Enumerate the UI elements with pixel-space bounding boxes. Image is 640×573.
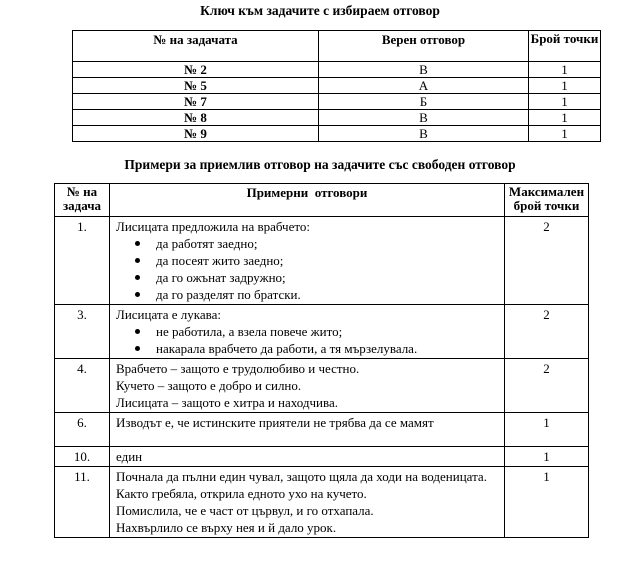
table-row [73,126,601,142]
task-number: 6. [55,413,110,447]
answer-intro: Лисицата е лукава: [116,307,221,322]
answer-line: Лисицата – защото е хитра и находчива. [116,395,339,410]
table-row [55,217,589,305]
table-header-row [73,31,601,62]
answer-line: Кучето – защото е добро и силно. [116,378,302,393]
max-points: 2 [505,217,589,305]
points: 1 [529,110,601,126]
task-number: № 5 [73,78,319,94]
table-row [55,413,589,447]
table-header-row [55,184,589,217]
table-row [55,305,589,359]
max-points: 2 [505,305,589,359]
sample-answer [110,359,505,413]
task-number: 10. [55,447,110,467]
header-points: Брой точки [529,31,601,62]
answer-line: Врабчето – защото е трудолюбиво и честно. [116,361,360,376]
task-number: 3. [55,305,110,359]
task-number: № 8 [73,110,319,126]
header-correct-answer: Верен отговор [319,31,529,62]
max-points: 1 [505,467,589,538]
task-number: 1. [55,217,110,305]
answer-line: Помислила, че е част от цървул, и го отхапала. [116,503,374,518]
max-points: 2 [505,359,589,413]
answer-bullet-list [116,235,500,303]
task-number: № 9 [73,126,319,142]
task-number: 11. [55,467,110,538]
answer-line: Нахвърлило се върху нея и й дало урок. [116,520,337,535]
table-row [55,447,589,467]
answer-line: Изводът е, че истинските приятели не трябва да се мамят [116,415,434,430]
sample-answer [110,447,505,467]
points: 1 [529,62,601,78]
answer-line: Почнала да пълни един чувал, защото щяла да ходи на воденицата. [116,469,487,484]
sample-answer [110,305,505,359]
answer-bullet-list [116,323,500,357]
list-item: да работят заедно; [156,235,500,252]
points: 1 [529,78,601,94]
header-task-number: № на задачата [73,31,319,62]
free-response-examples-title: Примери за приемлив отговор на задачите със свободен отговор [124,157,516,172]
answer-line: Както гребяла, открила едното ухо на кучето. [116,486,367,501]
correct-answer: Б [319,94,529,110]
table-row [55,359,589,413]
sample-answer [110,413,505,447]
sample-answer [110,217,505,305]
list-item: накарала врабчето да работи, а тя мързелувала. [156,340,500,357]
header-task-number: № на задача [55,184,110,217]
table-row [73,78,601,94]
points: 1 [529,94,601,110]
list-item: да го ожънат задружно; [156,269,500,286]
answer-key-title: Ключ към задачите с избираем отговор [200,3,440,18]
correct-answer: А [319,78,529,94]
table-row [73,110,601,126]
correct-answer: В [319,110,529,126]
header-sample-answers: Примерни отговори [110,184,505,217]
header-max-points: Максимален брой точки [505,184,589,217]
points: 1 [529,126,601,142]
table-row [55,467,589,538]
free-response-table [54,183,589,538]
correct-answer: В [319,62,529,78]
task-number: 4. [55,359,110,413]
answer-intro: Лисицата предложила на врабчето: [116,219,310,234]
list-item: да посеят жито заедно; [156,252,500,269]
table-row [73,62,601,78]
table-row [73,94,601,110]
list-item: не работила, а взела повече жито; [156,323,500,340]
correct-answer: В [319,126,529,142]
max-points: 1 [505,413,589,447]
sample-answer [110,467,505,538]
multiple-choice-key-table [72,30,601,142]
task-number: № 7 [73,94,319,110]
max-points: 1 [505,447,589,467]
list-item: да го разделят по братски. [156,286,500,303]
task-number: № 2 [73,62,319,78]
answer-line: един [116,449,143,464]
